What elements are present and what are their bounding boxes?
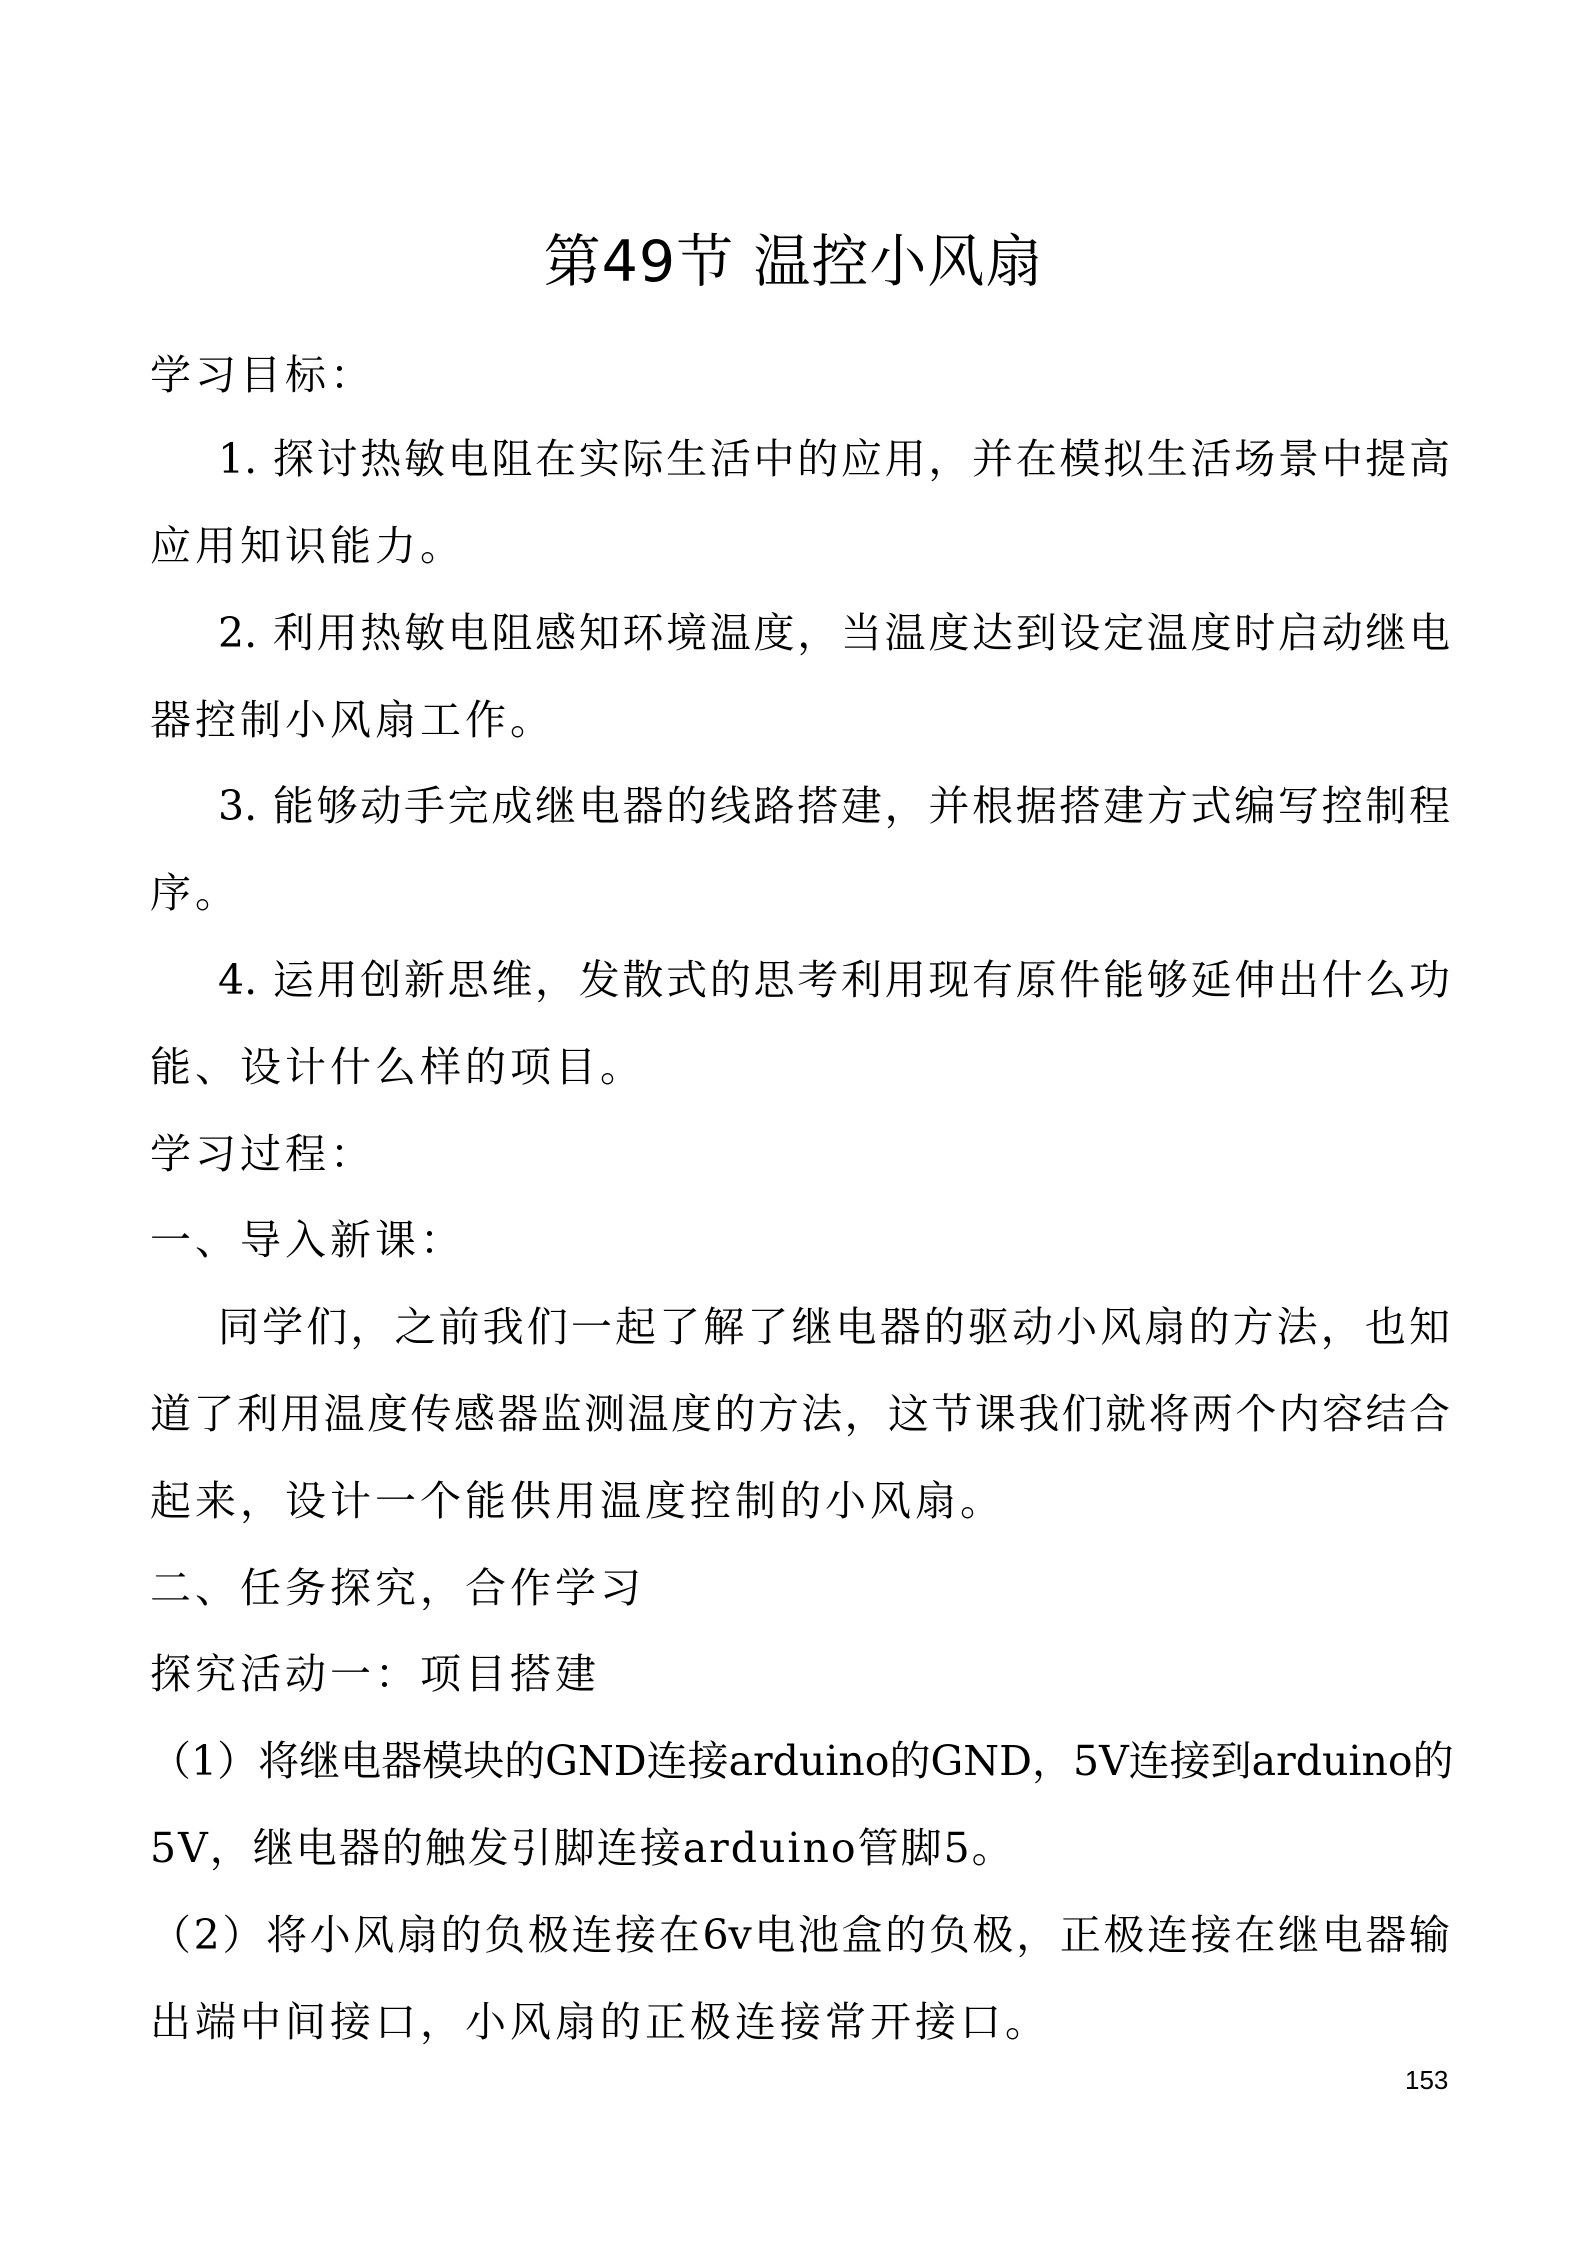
- objective-2-line-1: 2. 利用热敏电阻感知环境温度，当温度达到设定温度时启动继电: [218, 609, 1450, 657]
- objective-3-line-2: 序。: [150, 869, 240, 917]
- step-1-line-1: （1）将继电器模块的GND连接arduino的GND，5V连接到arduino的: [150, 1737, 1454, 1785]
- step-2-line-1: （2）将小风扇的负极连接在6v电池盒的负极，正极连接在继电器输: [150, 1911, 1450, 1959]
- objectives-heading: 学习目标：: [150, 351, 375, 399]
- section-1-line-1: 同学们，之前我们一起了解了继电器的驱动小风扇的方法，也知: [218, 1303, 1450, 1351]
- step-2-line-2: 出端中间接口，小风扇的正极连接常开接口。: [150, 1998, 1050, 2046]
- step-1-line-2: 5V，继电器的触发引脚连接arduino管脚5。: [150, 1824, 1015, 1872]
- objective-3-line-1: 3. 能够动手完成继电器的线路搭建，并根据搭建方式编写控制程: [218, 782, 1450, 830]
- section-2-heading: 二、任务探究，合作学习: [150, 1564, 645, 1612]
- objective-1-line-2: 应用知识能力。: [150, 522, 465, 570]
- section-1-line-3: 起来，设计一个能供用温度控制的小风扇。: [150, 1477, 1005, 1525]
- page-title: 第49节 温控小风扇: [543, 229, 1044, 295]
- objective-4-line-1: 4. 运用创新思维，发散式的思考利用现有原件能够延伸出什么功: [218, 956, 1450, 1004]
- objective-1-line-1: 1. 探讨热敏电阻在实际生活中的应用，并在模拟生活场景中提高: [218, 435, 1450, 483]
- section-1-line-2: 道了利用温度传感器监测温度的方法，这节课我们就将两个内容结合: [150, 1390, 1450, 1438]
- objective-2-line-2: 器控制小风扇工作。: [150, 696, 555, 744]
- objective-4-line-2: 能、设计什么样的项目。: [150, 1043, 645, 1091]
- page-number: 153: [1405, 2065, 1449, 2095]
- activity-1-heading: 探究活动一：项目搭建: [150, 1650, 600, 1698]
- section-1-heading: 一、导入新课：: [150, 1216, 465, 1264]
- process-heading: 学习过程：: [150, 1130, 375, 1178]
